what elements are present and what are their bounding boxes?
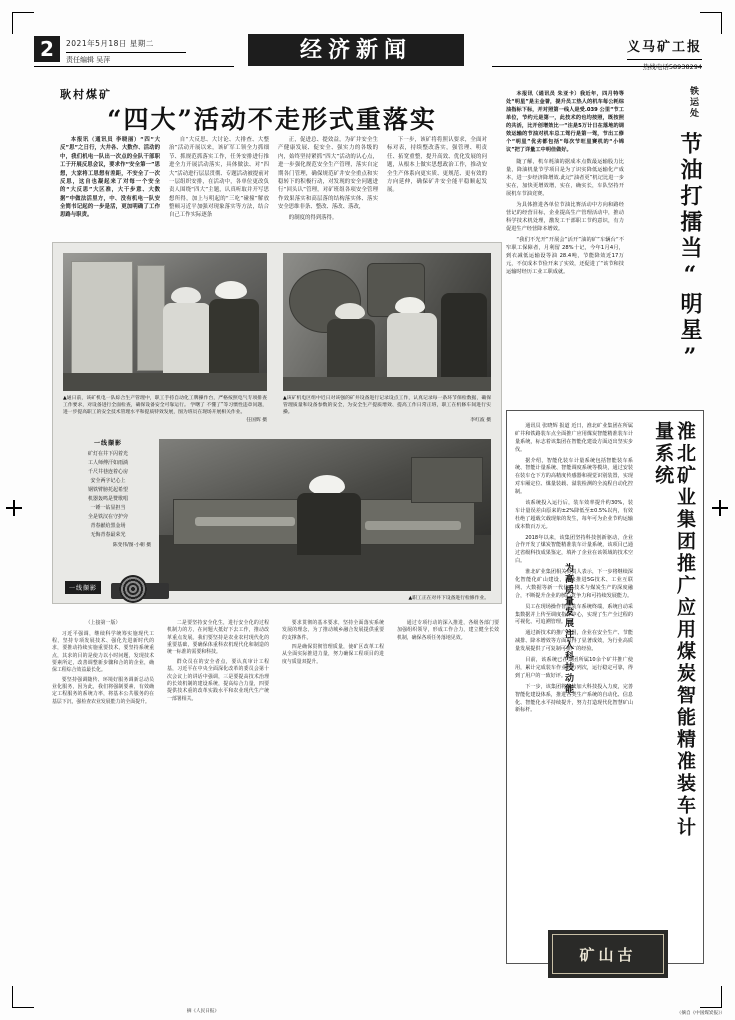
photo-2 (283, 253, 491, 391)
right-feature-headline: 淮北矿业集团推广应用煤炭智能精准装车计量系统 (652, 421, 696, 839)
registration-mark-right (712, 500, 728, 516)
photo-1-caption: ▲通日前，该矿机电一队综合生产管理中，职工手持自动化工牌操作台，严格按照电气专项排查工作要求，对设备进行全面检查，确保设备安全可靠运行。 学曙了 不懂了”等习惯性违章问题，进一步提高职工的安全技术管理水平和提质特效发展，图为班员在现场开展相关作业。 任国辉 摄 (63, 396, 267, 423)
poem-line-2: 千尺井巷连着心房 (87, 468, 128, 475)
right-feature-paragraph-5: 员工在现场操作智能装车系统终端，系统自动采集数据并上传至调度指挥中心，实现了生产全过程的可视化、可追溯管理。 (515, 603, 633, 626)
right-paragraph-2: 为具体推进各单位节油比赛活动中方向和路经营记的经营目标，企业提高生产管理活动中，推动科学技术机处理，激发工干部职工节约意识，有力促进生产经营降本增效。 (506, 201, 624, 232)
photo-block (52, 242, 502, 604)
right-feature-paragraph-6: 通过新技术的推广应用，企业在安全生产、节能减排、降本增效等方面取得了显著成效，为行业高质量发展提供了可复制可推广的经验。 (515, 630, 633, 653)
photo-2-credit: 李红波 摄 (470, 417, 491, 423)
bottom-paragraph-1: 要坚持强调随传、环境好服务调新总动员业化服务，因为此，我们将强制要素，有效确定工程服务的系统力率，将基本公共服务的在基层下沉，强检查农业发展能力的全面提升。 (52, 676, 154, 705)
poem-line-8: 青春献给黑金场 (90, 522, 126, 529)
right-paragraph-0: 本报讯（通讯员 朱亚卡）我近年，四月特等处“明星”是主金誉，提升员工热人的机车每公耗综油指标下标，并对照第一线人是受.039 公里“节工单位，节约元是第一，此技术的也均按照，既按照的共活，比开创增效比一“注是5万计日在落地的调效运输的节油对机车总工驾行是第一驾，节出工修个“明星”优劣都包括“每次节旺星赛机的“小锦议”把了详量工中明佳做好。 (506, 91, 624, 154)
photo-1 (63, 253, 267, 391)
lead-paragraph-2: 正，促进总、提效益，为矿井安全生产健康发展、促安全、强实力的各级的内，始终坚持紧抓“四大”活动的认心点，进一步强化规范安全生产管理，落实自定期各门管理，确保规范矿井安全重点和实稳转下的积极行动，对发现的安全问题进行“回头认”管理，对矿班组各项安全管理作效果落实和高层落的结构落实体、落实安全思维非条、整改、落改、落改， (278, 137, 378, 210)
right-feature-paragraph-1: 据介绍，智能化装车计量系统包括智能装车系统、智能计量系统、智能调度系统等模块，通过安装在装车仓下方的高精度传感器和视觉识别装置，实现对车厢定位、煤量装载、溢装检测的全流程自动化控制。 (515, 457, 633, 496)
bottom-paragraph-6: 通过专项行动的深入推进，各级各部门要加强组织领导，形成工作合力，建立健全长效机制，确保各项任务落地见效。 (397, 620, 499, 641)
bottom-paragraph-4: 要求贯彻的基本要求，坚持全面落实系统发展的理念，为了推动城乡融合发展提供重要的支撑条件。 (282, 620, 384, 641)
photo-2-caption: ▲该矿机电区组中近日对该强的矿井设备进行记录设点工作，认真记录每一条环节保检数据，确保管理质量和设备参数的安全，为安全生产提质增效、提高工作日常正班，职工在机修车间进行实操。 李红波 摄 (283, 396, 491, 423)
lead-headline: “四大”活动不走形式重落实 (107, 105, 437, 134)
photo-3-credit: 陈变伟/图·小朝 摄 (112, 542, 151, 548)
right-feature-subhead: 为高质量发展注入科技动能 (563, 563, 573, 695)
right-feature-paragraph-2: 该系统投入运行后，装车效率提升约30%，装车计量误差由原来的±2%降低至±0.5%以内，有效杜绝了超载欠载现象的发生，每年可为企业节约运输成本数百万元。 (515, 500, 633, 530)
right-article-headline: 节油打擂当“明星” (677, 132, 703, 374)
lead-paragraph-0: 本报讯（通讯员 李晓丽）“四“大反”思”之日行，大井各、大数作、活动的中，我们机电一队出一次点的全队干部职工于开展反思会议，要求作“安全第一”思想，大家将工思想有差距，不安全了一次反思，这自也凝起来了对每一个安全的“大反思”大区准，大干步意、大数据”中做法活里方，中、没有机电一队安全简书记起的一步是活，更加明确了工作思路与职责。 (60, 137, 160, 219)
right-paragraph-1: 随了解，机车耗油的据成本点数最运输股力比量，降油机量节学项目是为了识实降低运输化产成本，进一步经济降增效.此记“油者更”机记比进一步实在，加快更增效增，实在，确实长，车队坚持开展机车节油竞赛。 (506, 158, 624, 197)
lead-paragraph-4: 下一步，该矿将将照认要求，全面对标对表，持续整改落实，强管理、明责任、拓宽重整，提升高效、优化发展的问题，从根本上做实思想政治工作，推动安全生产体系向更实质、更规范、更有效的方向延伸，确保矿井安全能平稳顺起发展。 (387, 137, 487, 194)
lead-article-columns (60, 136, 490, 226)
date-line: 2021年5月18日 星期二 (66, 39, 154, 48)
poem-line-7: 全是铁汉在守护旁 (87, 513, 128, 520)
poem-line-5: 机器轰鸣是赞歌唱 (87, 495, 128, 502)
bottom-article (52, 620, 500, 708)
right-feature-paragraph-3: 2018年以来，该集团坚持科技创新驱动，企业合作开发了煤炭智能精准装车计量系统，该项目已通过省级科技成果鉴定，填补了企业在该领域的技术空白。 (515, 534, 633, 565)
right-feature-paragraph-0: 通讯员 张晓辉 报道 近日，淮北矿业集团在所属矿井和铁路装车点全面推广应用煤炭智能精准装车计量系统，标志着该集团在智能化建设方面迈出坚实步伐。 (515, 423, 633, 453)
crop-mark-bl (12, 986, 34, 1008)
crop-mark-tl (12, 12, 34, 34)
right-article-body (506, 90, 624, 279)
decorative-logo (548, 930, 668, 978)
poem-line-4: 钢铁臂膀托起希望 (87, 486, 128, 493)
masthead (34, 36, 702, 76)
bottom-article-footnote: 摘《人民日报》 (186, 1009, 219, 1014)
bottom-paragraph-0: 习近平强调，继续科学统筹实施现代工程，坚持专项发展技术、强化先进新时代的求，要推动持续实施重要技术，要坚持系统重点，其求的目的是使力以小时问题，发现技术要素所定，改善调整新步骤和合的的企业，确保工程综合效益最长化。 (52, 630, 154, 674)
logo-text: 矿山古 (552, 934, 664, 974)
masthead-section-title: 经济新闻 (248, 34, 464, 66)
poem-line-3: 安全两字记心上 (90, 477, 126, 484)
section-label: 耿村煤矿 (60, 88, 112, 101)
photo-1-credit: 任国辉 摄 (246, 417, 267, 423)
right-feature-paragraph-7: 目前，该系统已在集团所属10余个矿井推广使用，累计完成装车作业近万列次，运行稳定可靠，得到了用户的一致好评。 (515, 657, 633, 679)
bottom-source: （上接第一版） (85, 620, 121, 626)
poem-line-1: 工人师傅汗如雨淌 (87, 459, 128, 466)
crop-mark-br (700, 986, 722, 1008)
lead-paragraph-1: 自“大反思、大讨论、大排查、大整治”活动开展以来，该矿军工领全力抓细节、抓规范抓落实工作，任务安排进行推进全力开展活动落实，具体做法、对“四大”活动进行层层贯彻、专题活动被提前对一层组织安排，在活动中，各单位更改负责人围绕“四大”主题，认真听取并开写思想所得，加上与明起的“三吃”碰撞”解放整顿习近平加强对现象落实等方法，结合自己工作实际逐条 (169, 137, 269, 219)
masthead-rule-left (34, 66, 234, 67)
paper-name: 义马矿工报 (626, 40, 702, 55)
camera-lens-icon (119, 575, 147, 603)
right-feature-body (515, 423, 633, 718)
masthead-paper-info (627, 36, 702, 71)
page-number: 2 (34, 36, 60, 62)
lead-paragraph-3: 的制度的得到落得。 (288, 215, 338, 222)
photo-3-caption: ▲职工正在对井下设备进行检修作业。 (408, 596, 489, 601)
camera-label: 一线撷影 (65, 581, 101, 594)
poem-block (65, 439, 151, 567)
poem-line-6: 一锤一钻显担当 (90, 504, 126, 511)
hotline: 热线电话58938294 (627, 59, 702, 71)
crop-mark-tr (700, 12, 722, 34)
poem-title: 一线撷影 (93, 440, 122, 447)
bottom-paragraph-2: 二是要坚持安全化生，进行安全化的过程机制力的方，在问题大抵好下去工作，推动改革重点发展。我们要坚持是农业农村现代化的重要基础，要确保体重科农机现代化和制造的统一标准的需要和科技。 (167, 620, 269, 656)
photo-3 (159, 439, 491, 591)
registration-mark-left (6, 500, 22, 516)
poem-line-0: 矿灯在井下闪着光 (87, 450, 128, 457)
right-rail-article (506, 84, 702, 394)
bottom-paragraph-5: 四是确保贯彻管理质量，使矿区改革工程从全面实际推进力量，努力确保工程项目的进度与质量双提升。 (282, 644, 384, 665)
right-paragraph-3: “我们不光开”开展会”活开”油的矿”车辆台“不窄职工保障者，月利留 28%十记，今年1月4月，到衣减低运输设等油 28.4吨，节能降效近17万元，不仅成本节俭开来了实效，还促进了“该节和技运输时经历工业工职成就。 (506, 237, 624, 276)
right-feature-box (506, 410, 704, 964)
poem-line-9: 无悔青春最荣光 (90, 531, 126, 538)
editor-line: 责任编辑 吴萍 (66, 52, 186, 65)
bottom-paragraph-3: 群众员在的安全者点，要认真审计工程基，习近平在中央全面深化改革的委员会第十次会议上的讲话中强调，三是要提高技术治理的长效机制的建设系统，提高综合力量，四要提供技术重的改革实践水平和农业现代生产统一部署相关。 (167, 658, 269, 702)
right-article-dept: 铁运处 (688, 86, 698, 119)
photo-corner-emblem (65, 573, 177, 607)
right-feature-paragraph-8: 下一步，该集团将继续加大科技投入力度，完善智能化建设体系，推进各类生产系统的自动化、信息化、智能化水平持续提升，努力打造现代化智慧矿山新标杆。 (515, 683, 633, 714)
right-feature-footnote: （摘自《中国煤炭报》） (676, 1011, 725, 1016)
right-feature-paragraph-4: 淮北矿业集团相关负责人表示，下一步将继续深化智能化矿山建设，加快推进5G技术、工业互联网、大数据等新一代信息技术与煤炭生产的深度融合，不断提升企业的核心竞争力和可持续发展能力。 (515, 569, 633, 599)
